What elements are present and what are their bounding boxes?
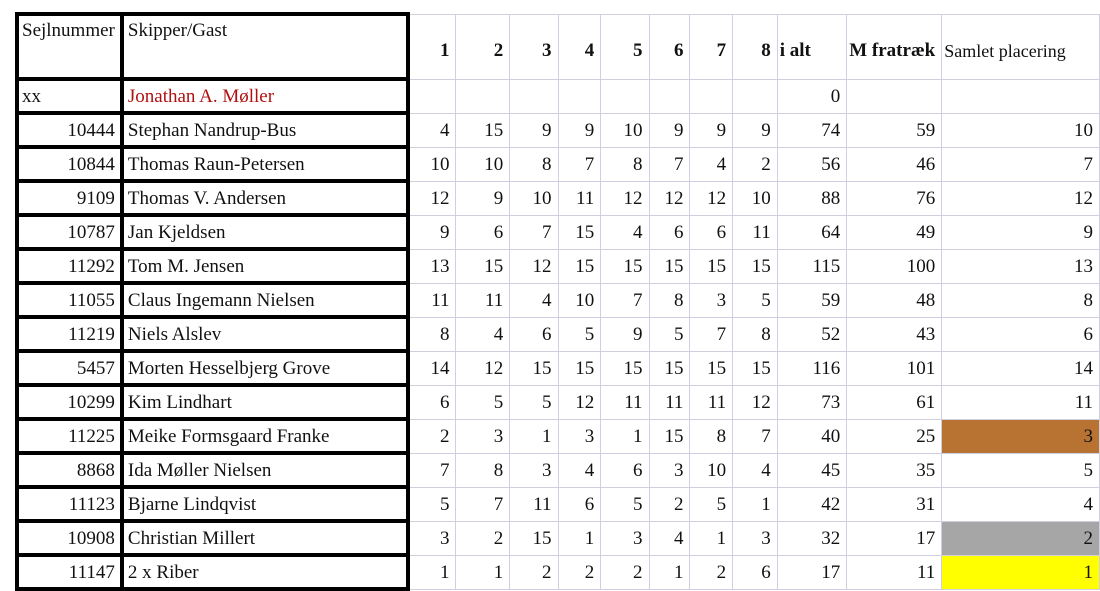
sail-number-cell: 9109 <box>17 181 122 215</box>
race-cell: 15 <box>649 419 690 453</box>
skipper-cell: Meike Formsgaard Franke <box>122 419 408 453</box>
race-cell: 5 <box>690 487 733 521</box>
sail-number-cell: 10844 <box>17 147 122 181</box>
placement-cell: 11 <box>942 385 1100 419</box>
race-cell: 1 <box>690 521 733 555</box>
race-cell: 4 <box>456 317 510 351</box>
race-cell: 5 <box>558 317 601 351</box>
sail-number-cell: 5457 <box>17 351 122 385</box>
sail-number-cell: 11292 <box>17 249 122 283</box>
minus-cell: 11 <box>847 555 942 589</box>
race-cell: 15 <box>510 351 558 385</box>
race-cell: 7 <box>601 283 649 317</box>
race-cell: 9 <box>649 113 690 147</box>
table-row <box>17 283 1100 317</box>
table-row <box>17 487 1100 521</box>
skipper-cell: Claus Ingemann Nielsen <box>122 283 408 317</box>
race-cell: 3 <box>649 453 690 487</box>
race-cell: 1 <box>456 555 510 589</box>
race-cell: 15 <box>690 351 733 385</box>
race-cell: 11 <box>690 385 733 419</box>
race-cell: 15 <box>510 521 558 555</box>
placement-cell: 1 <box>942 555 1100 589</box>
race-cell: 12 <box>601 181 649 215</box>
placement-cell: 13 <box>942 249 1100 283</box>
race-cell: 6 <box>456 215 510 249</box>
race-cell: 1 <box>558 521 601 555</box>
sail-number-cell: 10299 <box>17 385 122 419</box>
header-race-8: 8 <box>733 14 778 79</box>
sail-number-cell: 11147 <box>17 555 122 589</box>
total-cell: 56 <box>777 147 846 181</box>
placement-cell: 5 <box>942 453 1100 487</box>
header-race-6: 6 <box>649 14 690 79</box>
race-cell: 15 <box>558 249 601 283</box>
race-cell: 4 <box>733 453 778 487</box>
race-cell: 2 <box>601 555 649 589</box>
race-cell: 2 <box>649 487 690 521</box>
skipper-cell: Niels Alslev <box>122 317 408 351</box>
skipper-cell: Tom M. Jensen <box>122 249 408 283</box>
race-cell: 7 <box>690 317 733 351</box>
placement-cell: 7 <box>942 147 1100 181</box>
total-cell: 116 <box>777 351 846 385</box>
header-race-4: 4 <box>558 14 601 79</box>
race-cell: 13 <box>408 249 456 283</box>
total-cell: 74 <box>777 113 846 147</box>
race-cell: 12 <box>456 351 510 385</box>
header-race-7: 7 <box>690 14 733 79</box>
sail-number-cell: xx <box>17 79 122 113</box>
race-cell <box>601 79 649 113</box>
sail-number-cell: 10444 <box>17 113 122 147</box>
race-cell: 4 <box>558 453 601 487</box>
table-row <box>17 79 1100 113</box>
race-cell: 5 <box>456 385 510 419</box>
race-cell: 4 <box>408 113 456 147</box>
race-cell: 15 <box>649 351 690 385</box>
skipper-cell: Kim Lindhart <box>122 385 408 419</box>
race-cell: 6 <box>408 385 456 419</box>
race-cell: 8 <box>510 147 558 181</box>
table-row <box>17 215 1100 249</box>
header-race-3: 3 <box>510 14 558 79</box>
table-row <box>17 147 1100 181</box>
table-row <box>17 555 1100 589</box>
race-cell: 11 <box>649 385 690 419</box>
race-cell: 7 <box>558 147 601 181</box>
table-row <box>17 249 1100 283</box>
header-samlet: Samlet placering <box>942 14 1100 79</box>
race-cell: 12 <box>690 181 733 215</box>
results-body <box>17 14 1100 589</box>
minus-cell: 43 <box>847 317 942 351</box>
table-row <box>17 385 1100 419</box>
race-cell: 2 <box>510 555 558 589</box>
race-cell <box>510 79 558 113</box>
table-row <box>17 181 1100 215</box>
race-cell: 3 <box>456 419 510 453</box>
minus-cell: 31 <box>847 487 942 521</box>
minus-cell: 46 <box>847 147 942 181</box>
race-cell: 2 <box>558 555 601 589</box>
race-cell <box>558 79 601 113</box>
race-cell: 15 <box>690 249 733 283</box>
race-cell: 9 <box>408 215 456 249</box>
total-cell: 52 <box>777 317 846 351</box>
race-cell: 12 <box>408 181 456 215</box>
race-cell: 7 <box>510 215 558 249</box>
race-cell: 15 <box>456 249 510 283</box>
race-cell: 15 <box>601 351 649 385</box>
header-skipper: Skipper/Gast <box>122 14 408 79</box>
minus-cell: 25 <box>847 419 942 453</box>
race-cell: 12 <box>558 385 601 419</box>
race-cell: 1 <box>601 419 649 453</box>
race-cell: 3 <box>408 521 456 555</box>
race-cell: 12 <box>733 385 778 419</box>
race-cell: 2 <box>408 419 456 453</box>
minus-cell: 59 <box>847 113 942 147</box>
race-cell: 3 <box>510 453 558 487</box>
race-cell: 3 <box>733 521 778 555</box>
race-cell: 6 <box>733 555 778 589</box>
minus-cell: 17 <box>847 521 942 555</box>
race-cell: 6 <box>649 215 690 249</box>
race-cell: 5 <box>510 385 558 419</box>
placement-cell: 8 <box>942 283 1100 317</box>
race-cell: 9 <box>690 113 733 147</box>
header-race-2: 2 <box>456 14 510 79</box>
placement-cell: 12 <box>942 181 1100 215</box>
race-cell: 3 <box>558 419 601 453</box>
race-cell: 15 <box>601 249 649 283</box>
race-cell: 9 <box>510 113 558 147</box>
race-cell: 9 <box>558 113 601 147</box>
total-cell: 115 <box>777 249 846 283</box>
race-cell: 10 <box>408 147 456 181</box>
header-sejlnummer: Sejlnummer <box>17 14 122 79</box>
race-cell: 8 <box>601 147 649 181</box>
race-cell: 2 <box>456 521 510 555</box>
race-cell: 9 <box>601 317 649 351</box>
total-cell: 73 <box>777 385 846 419</box>
race-cell: 2 <box>733 147 778 181</box>
skipper-cell: 2 x Riber <box>122 555 408 589</box>
header-minus: M fratræk <box>847 14 942 79</box>
race-cell: 12 <box>649 181 690 215</box>
race-cell: 5 <box>733 283 778 317</box>
race-cell: 1 <box>408 555 456 589</box>
minus-cell: 49 <box>847 215 942 249</box>
sail-number-cell: 11123 <box>17 487 122 521</box>
race-cell: 1 <box>510 419 558 453</box>
minus-cell <box>847 79 942 113</box>
placement-cell: 6 <box>942 317 1100 351</box>
total-cell: 0 <box>777 79 846 113</box>
placement-cell: 4 <box>942 487 1100 521</box>
total-cell: 40 <box>777 419 846 453</box>
table-row <box>17 317 1100 351</box>
race-cell: 6 <box>690 215 733 249</box>
race-cell: 10 <box>733 181 778 215</box>
race-cell: 7 <box>649 147 690 181</box>
minus-cell: 101 <box>847 351 942 385</box>
table-row <box>17 113 1100 147</box>
race-cell: 10 <box>601 113 649 147</box>
total-cell: 88 <box>777 181 846 215</box>
skipper-cell: Bjarne Lindqvist <box>122 487 408 521</box>
race-cell: 10 <box>558 283 601 317</box>
race-cell: 4 <box>649 521 690 555</box>
sail-number-cell: 11225 <box>17 419 122 453</box>
race-cell: 7 <box>408 453 456 487</box>
race-cell: 6 <box>510 317 558 351</box>
skipper-cell: Stephan Nandrup-Bus <box>122 113 408 147</box>
race-cell: 4 <box>601 215 649 249</box>
skipper-cell: Jan Kjeldsen <box>122 215 408 249</box>
race-cell <box>649 79 690 113</box>
race-cell: 5 <box>408 487 456 521</box>
placement-cell <box>942 79 1100 113</box>
race-cell: 11 <box>456 283 510 317</box>
table-row <box>17 419 1100 453</box>
race-cell: 9 <box>733 113 778 147</box>
race-cell: 15 <box>733 351 778 385</box>
race-cell: 11 <box>733 215 778 249</box>
skipper-cell: Christian Millert <box>122 521 408 555</box>
sail-number-cell: 11219 <box>17 317 122 351</box>
minus-cell: 61 <box>847 385 942 419</box>
total-cell: 42 <box>777 487 846 521</box>
race-cell: 11 <box>408 283 456 317</box>
total-cell: 59 <box>777 283 846 317</box>
total-cell: 17 <box>777 555 846 589</box>
race-cell: 4 <box>510 283 558 317</box>
race-cell <box>456 79 510 113</box>
race-cell <box>733 79 778 113</box>
header-race-5: 5 <box>601 14 649 79</box>
race-cell: 8 <box>456 453 510 487</box>
race-cell: 6 <box>558 487 601 521</box>
table-row <box>17 351 1100 385</box>
race-cell: 1 <box>733 487 778 521</box>
race-cell: 10 <box>690 453 733 487</box>
results-table <box>15 12 1100 591</box>
skipper-cell: Jonathan A. Møller <box>122 79 408 113</box>
minus-cell: 76 <box>847 181 942 215</box>
race-cell: 8 <box>649 283 690 317</box>
race-cell: 2 <box>690 555 733 589</box>
minus-cell: 100 <box>847 249 942 283</box>
header-race-1: 1 <box>408 14 456 79</box>
race-cell: 8 <box>733 317 778 351</box>
placement-cell: 9 <box>942 215 1100 249</box>
placement-cell: 10 <box>942 113 1100 147</box>
race-cell: 15 <box>733 249 778 283</box>
race-cell: 7 <box>733 419 778 453</box>
total-cell: 32 <box>777 521 846 555</box>
skipper-cell: Ida Møller Nielsen <box>122 453 408 487</box>
race-cell: 10 <box>456 147 510 181</box>
race-cell: 15 <box>456 113 510 147</box>
race-cell: 8 <box>690 419 733 453</box>
race-cell: 15 <box>558 215 601 249</box>
race-cell: 11 <box>601 385 649 419</box>
race-cell: 5 <box>649 317 690 351</box>
total-cell: 64 <box>777 215 846 249</box>
race-cell: 9 <box>456 181 510 215</box>
race-cell: 15 <box>649 249 690 283</box>
sail-number-cell: 8868 <box>17 453 122 487</box>
total-cell: 45 <box>777 453 846 487</box>
race-cell: 10 <box>510 181 558 215</box>
race-cell: 3 <box>601 521 649 555</box>
race-cell <box>408 79 456 113</box>
race-cell: 14 <box>408 351 456 385</box>
skipper-cell: Morten Hesselbjerg Grove <box>122 351 408 385</box>
minus-cell: 48 <box>847 283 942 317</box>
race-cell: 6 <box>601 453 649 487</box>
placement-cell: 3 <box>942 419 1100 453</box>
placement-cell: 14 <box>942 351 1100 385</box>
race-cell: 15 <box>558 351 601 385</box>
race-cell: 11 <box>558 181 601 215</box>
minus-cell: 35 <box>847 453 942 487</box>
race-cell: 12 <box>510 249 558 283</box>
race-cell: 1 <box>649 555 690 589</box>
table-row <box>17 453 1100 487</box>
sail-number-cell: 11055 <box>17 283 122 317</box>
race-cell: 8 <box>408 317 456 351</box>
race-cell: 7 <box>456 487 510 521</box>
race-cell: 5 <box>601 487 649 521</box>
header-total: i alt <box>777 14 846 79</box>
table-row <box>17 521 1100 555</box>
header-row <box>17 14 1100 79</box>
sail-number-cell: 10787 <box>17 215 122 249</box>
placement-cell: 2 <box>942 521 1100 555</box>
race-cell: 3 <box>690 283 733 317</box>
race-cell: 4 <box>690 147 733 181</box>
race-cell <box>690 79 733 113</box>
skipper-cell: Thomas V. Andersen <box>122 181 408 215</box>
skipper-cell: Thomas Raun-Petersen <box>122 147 408 181</box>
race-cell: 11 <box>510 487 558 521</box>
sail-number-cell: 10908 <box>17 521 122 555</box>
